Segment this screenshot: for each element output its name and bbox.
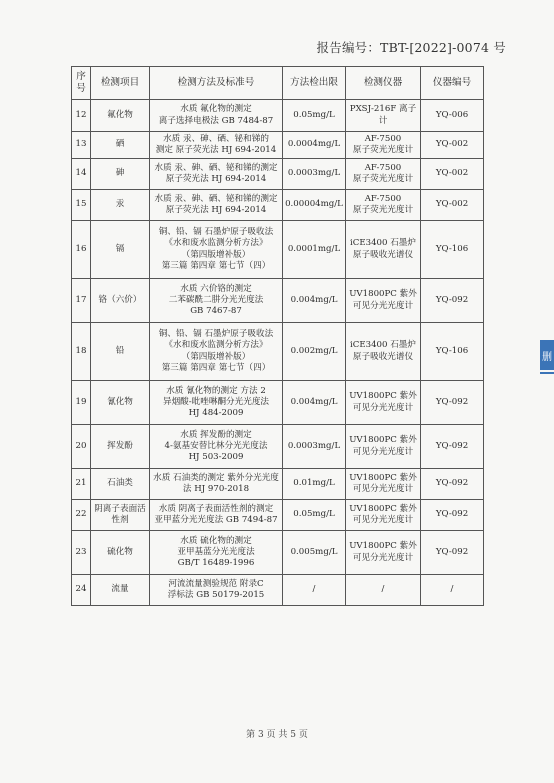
cell-instrument-no: YQ-092 bbox=[421, 531, 484, 575]
cell-method: 水质 汞、砷、硒、铋和锑的测定 原子荧光法 HJ 694-2014 bbox=[150, 159, 283, 190]
cell-item: 镉 bbox=[91, 221, 150, 279]
cell-limit: 0.004mg/L bbox=[283, 381, 346, 425]
cell-method: 水质 汞、砷、硒、铋和锑的 测定 原子荧光法 HJ 694-2014 bbox=[150, 132, 283, 159]
table-row bbox=[72, 132, 484, 159]
page-footer: 第 3 页 共 5 页 bbox=[246, 730, 308, 740]
cell-limit: 0.05mg/L bbox=[283, 500, 346, 531]
cell-instrument-no: YQ-106 bbox=[421, 221, 484, 279]
cell-instrument-no: YQ-092 bbox=[421, 279, 484, 323]
cell-limit: / bbox=[283, 575, 346, 606]
cell-no: 16 bbox=[72, 221, 91, 279]
col-header-item: 检测项目 bbox=[91, 67, 150, 100]
cell-no: 14 bbox=[72, 159, 91, 190]
cell-method: 水质 六价铬的测定 二苯碳酰二肼分光光度法 GB 7467-87 bbox=[150, 279, 283, 323]
col-header-instrument-no: 仪器编号 bbox=[421, 67, 484, 100]
table-row bbox=[72, 323, 484, 381]
table-row bbox=[72, 279, 484, 323]
table-header-row bbox=[72, 67, 484, 100]
cell-instrument: / bbox=[346, 575, 421, 606]
cell-no: 23 bbox=[72, 531, 91, 575]
cell-instrument-no: YQ-006 bbox=[421, 100, 484, 132]
cell-no: 20 bbox=[72, 425, 91, 469]
table-row bbox=[72, 100, 484, 132]
cell-item: 石油类 bbox=[91, 469, 150, 500]
report-number: 报告编号：TBT-[2022]-0074 号 bbox=[316, 40, 506, 55]
cell-method: 水质 挥发酚的测定 4-氨基安替比林分光光度法 HJ 503-2009 bbox=[150, 425, 283, 469]
col-header-no: 序号 bbox=[72, 67, 91, 100]
table-row bbox=[72, 190, 484, 221]
cell-no: 12 bbox=[72, 100, 91, 132]
cell-limit: 0.00004mg/L bbox=[283, 190, 346, 221]
cell-instrument-no: YQ-092 bbox=[421, 500, 484, 531]
col-header-method: 检测方法及标准号 bbox=[150, 67, 283, 100]
cell-instrument: UV1800PC 紫外 可见分光光度计 bbox=[346, 531, 421, 575]
cell-no: 18 bbox=[72, 323, 91, 381]
cell-item: 砷 bbox=[91, 159, 150, 190]
cell-limit: 0.01mg/L bbox=[283, 469, 346, 500]
table-row bbox=[72, 500, 484, 531]
table-row bbox=[72, 425, 484, 469]
test-method-table bbox=[71, 66, 484, 606]
cell-limit: 0.0003mg/L bbox=[283, 159, 346, 190]
cell-instrument-no: YQ-092 bbox=[421, 425, 484, 469]
cell-instrument: AF-7500 原子荧光光度计 bbox=[346, 132, 421, 159]
cell-instrument: AF-7500 原子荧光光度计 bbox=[346, 190, 421, 221]
cell-limit: 0.005mg/L bbox=[283, 531, 346, 575]
cell-limit: 0.0001mg/L bbox=[283, 221, 346, 279]
cell-limit: 0.004mg/L bbox=[283, 279, 346, 323]
table-row bbox=[72, 469, 484, 500]
cell-no: 24 bbox=[72, 575, 91, 606]
cell-method: 铜、铅、镉 石墨炉原子吸收法 《水和废水监测分析方法》 （第四版增补版） 第三篇 第四章 第七节（四） bbox=[150, 221, 283, 279]
cell-limit: 0.0004mg/L bbox=[283, 132, 346, 159]
cell-method: 水质 硫化物的测定 亚甲基蓝分光光度法 GB/T 16489-1996 bbox=[150, 531, 283, 575]
cell-no: 17 bbox=[72, 279, 91, 323]
cell-instrument-no: YQ-092 bbox=[421, 469, 484, 500]
cell-no: 13 bbox=[72, 132, 91, 159]
cell-item: 硒 bbox=[91, 132, 150, 159]
cell-instrument: UV1800PC 紫外 可见分光光度计 bbox=[346, 279, 421, 323]
cell-item: 铬（六价） bbox=[91, 279, 150, 323]
table-row bbox=[72, 575, 484, 606]
cell-no: 15 bbox=[72, 190, 91, 221]
side-tab-underline bbox=[540, 372, 554, 374]
cell-no: 21 bbox=[72, 469, 91, 500]
cell-item: 汞 bbox=[91, 190, 150, 221]
cell-item: 阴离子表面活 性剂 bbox=[91, 500, 150, 531]
cell-method: 水质 石油类的测定 紫外分光光度 法 HJ 970-2018 bbox=[150, 469, 283, 500]
cell-instrument-no: YQ-002 bbox=[421, 159, 484, 190]
cell-method: 水质 氰化物的测定 方法 2 异烟酸-吡唑啉酮分光光度法 HJ 484-2009 bbox=[150, 381, 283, 425]
cell-item: 硫化物 bbox=[91, 531, 150, 575]
cell-item: 氰化物 bbox=[91, 381, 150, 425]
col-header-instrument: 检测仪器 bbox=[346, 67, 421, 100]
cell-instrument: PXSJ-216F 离子 计 bbox=[346, 100, 421, 132]
cell-instrument: iCE3400 石墨炉 原子吸收光谱仪 bbox=[346, 323, 421, 381]
cell-method: 水质 阴离子表面活性剂的测定 亚甲蓝分光光度法 GB 7494-87 bbox=[150, 500, 283, 531]
cell-instrument-no: YQ-106 bbox=[421, 323, 484, 381]
cell-instrument-no: YQ-002 bbox=[421, 132, 484, 159]
cell-no: 22 bbox=[72, 500, 91, 531]
cell-instrument: AF-7500 原子荧光光度计 bbox=[346, 159, 421, 190]
cell-method: 水质 汞、砷、硒、铋和锑的测定 原子荧光法 HJ 694-2014 bbox=[150, 190, 283, 221]
cell-no: 19 bbox=[72, 381, 91, 425]
side-tab[interactable]: 删 bbox=[540, 340, 554, 370]
cell-instrument: UV1800PC 紫外 可见分光光度计 bbox=[346, 469, 421, 500]
cell-instrument-no: / bbox=[421, 575, 484, 606]
cell-limit: 0.05mg/L bbox=[283, 100, 346, 132]
cell-limit: 0.002mg/L bbox=[283, 323, 346, 381]
cell-instrument-no: YQ-092 bbox=[421, 381, 484, 425]
cell-instrument: UV1800PC 紫外 可见分光光度计 bbox=[346, 425, 421, 469]
cell-instrument-no: YQ-002 bbox=[421, 190, 484, 221]
cell-method: 铜、铅、镉 石墨炉原子吸收法 《水和废水监测分析方法》 （第四版增补版） 第三篇 第四章 第七节（四） bbox=[150, 323, 283, 381]
cell-instrument: iCE3400 石墨炉 原子吸收光谱仪 bbox=[346, 221, 421, 279]
table-row bbox=[72, 531, 484, 575]
table-row bbox=[72, 381, 484, 425]
cell-limit: 0.0003mg/L bbox=[283, 425, 346, 469]
table-row bbox=[72, 221, 484, 279]
cell-item: 铅 bbox=[91, 323, 150, 381]
col-header-limit: 方法检出限 bbox=[283, 67, 346, 100]
table-row bbox=[72, 159, 484, 190]
cell-item: 挥发酚 bbox=[91, 425, 150, 469]
cell-item: 氟化物 bbox=[91, 100, 150, 132]
cell-item: 流量 bbox=[91, 575, 150, 606]
cell-method: 河流流量测验规范 附录C 浮标法 GB 50179-2015 bbox=[150, 575, 283, 606]
cell-instrument: UV1800PC 紫外 可见分光光度计 bbox=[346, 500, 421, 531]
cell-method: 水质 氟化物的测定 离子选择电极法 GB 7484-87 bbox=[150, 100, 283, 132]
cell-instrument: UV1800PC 紫外 可见分光光度计 bbox=[346, 381, 421, 425]
